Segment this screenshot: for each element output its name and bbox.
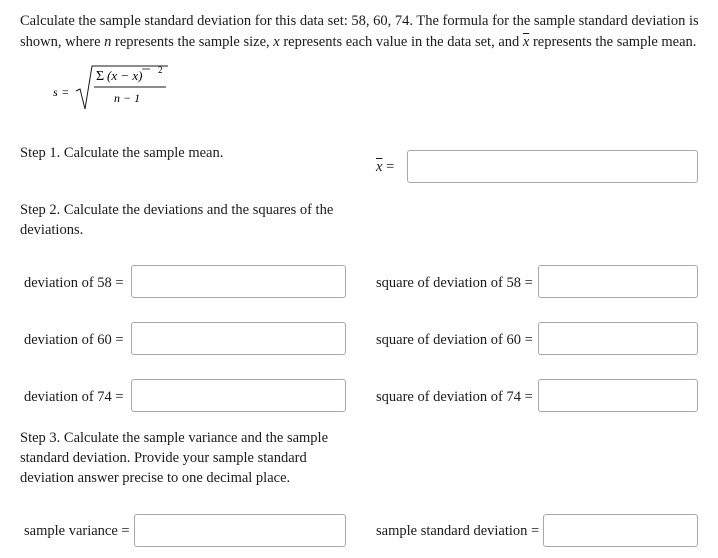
sample-variance-input[interactable]	[134, 514, 346, 547]
formula-s: s	[53, 85, 58, 99]
sd-formula	[52, 62, 192, 112]
sample-sd-input[interactable]	[543, 514, 698, 547]
formula-sigma: Σ	[96, 69, 105, 84]
deviation-58-label: deviation of 58 =	[24, 275, 124, 291]
square-deviation-60-input[interactable]	[538, 322, 698, 355]
sample-variance-label: sample variance =	[24, 523, 130, 539]
var-n: n	[104, 34, 112, 50]
square-deviation-58-label: square of deviation of 58 =	[376, 275, 533, 291]
var-x: x	[273, 34, 280, 50]
step2-text: Step 2. Calculate the deviations and the squares of the deviations.	[20, 202, 334, 238]
deviation-58-input[interactable]	[131, 265, 346, 298]
square-deviation-74-input[interactable]	[538, 379, 698, 412]
problem-statement: Calculate the sample standard deviation for this data set: 58, 60, 74. The formula for the sample standard deviation is shown, where n represents the sample size, x represents each value in the data set, and $\overline{x}$ represents the sample mean.	[20, 13, 699, 50]
sample-mean-input[interactable]	[407, 150, 698, 183]
deviation-74-input[interactable]	[131, 379, 346, 412]
formula-denominator: n − 1	[114, 91, 141, 105]
step3-text: Step 3. Calculate the sample variance and the sample standard deviation. Provide your sample standard deviation answer precise to one decimal place.	[20, 430, 329, 486]
deviation-74-label: deviation of 74 =	[24, 389, 124, 405]
formula-exponent: 2	[158, 65, 163, 75]
formula-graphic	[52, 62, 192, 112]
square-deviation-74-label: square of deviation of 74 =	[376, 389, 533, 405]
var-xbar: $\overline{x}$	[522, 34, 530, 50]
step1-text: Step 1. Calculate the sample mean.	[20, 145, 224, 161]
formula-eq: =	[62, 85, 69, 99]
deviation-60-label: deviation of 60 =	[24, 332, 124, 348]
square-deviation-58-input[interactable]	[538, 265, 698, 298]
mean-label: $\overline{x}$ =	[376, 159, 395, 175]
sample-sd-label: sample standard deviation =	[376, 523, 540, 539]
deviation-60-input[interactable]	[131, 322, 346, 355]
formula-numerator: (x − x)	[107, 68, 143, 83]
square-deviation-60-label: square of deviation of 60 =	[376, 332, 533, 348]
